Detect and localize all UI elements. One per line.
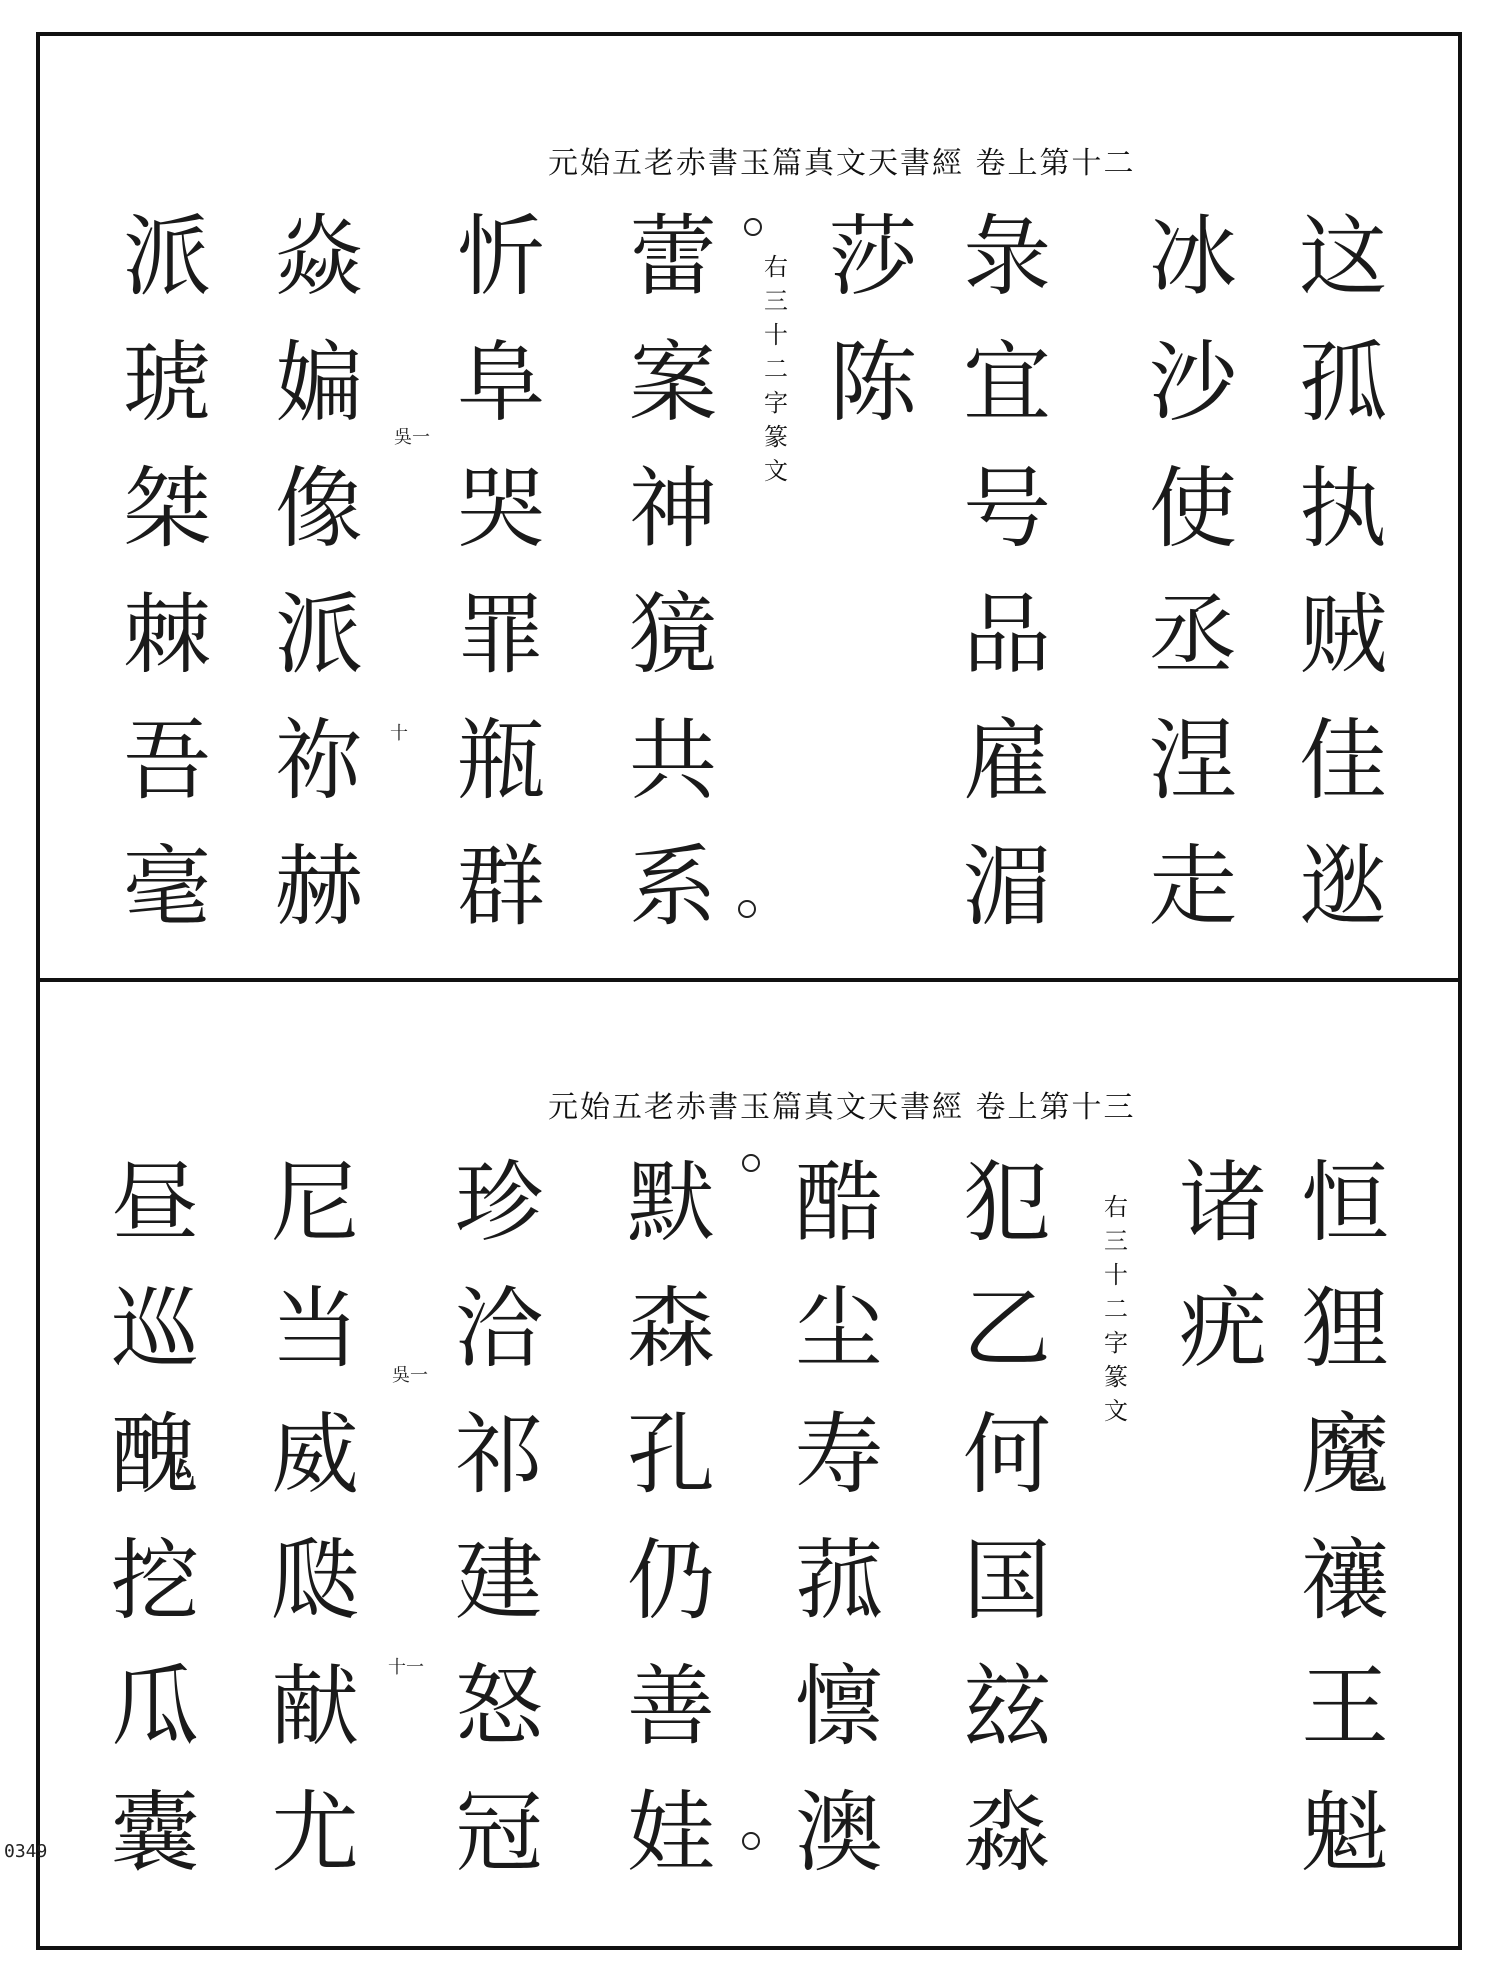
- seal-glyph: 菰: [794, 1529, 883, 1632]
- page-frame: [36, 32, 1462, 1950]
- seal-glyph: 森: [626, 1277, 715, 1380]
- upper-column-7: [264, 194, 374, 950]
- note-char: 右: [764, 253, 788, 281]
- seal-glyph: 群: [456, 835, 545, 938]
- seal-glyph: 瓜: [110, 1655, 199, 1758]
- upper-column-3: [952, 194, 1062, 950]
- lower-column-3: [952, 1140, 1062, 1896]
- seal-glyph: 派: [122, 205, 211, 308]
- seal-glyph: 逖: [1298, 835, 1387, 938]
- seal-glyph: 娃: [626, 1781, 715, 1884]
- seal-glyph: 建: [454, 1529, 543, 1632]
- seal-glyph: 祁: [454, 1403, 543, 1506]
- seal-glyph: 尤: [270, 1781, 359, 1884]
- seal-glyph: 囊: [110, 1781, 199, 1884]
- seal-glyph: 何: [962, 1403, 1051, 1506]
- seal-glyph: 棘: [122, 583, 211, 686]
- seal-glyph: 陈: [828, 331, 917, 434]
- seal-glyph: 派: [274, 583, 363, 686]
- seal-glyph: 酷: [794, 1151, 883, 1254]
- seal-glyph: 醜: [110, 1403, 199, 1506]
- upper-column-2: [1138, 194, 1248, 950]
- seal-glyph: 沙: [1148, 331, 1237, 434]
- seal-glyph: 蕾: [628, 205, 717, 308]
- lower-column-4: [784, 1140, 894, 1896]
- seal-glyph: 瓶: [456, 709, 545, 812]
- seal-glyph: 神: [628, 457, 717, 560]
- seal-glyph: 孔: [626, 1403, 715, 1506]
- side-mark: 吳一: [392, 1365, 428, 1386]
- seal-glyph: 澳: [794, 1781, 883, 1884]
- page-number-text: 0349: [4, 1841, 48, 1862]
- seal-glyph: 孤: [1298, 331, 1387, 434]
- seal-glyph: 这: [1298, 205, 1387, 308]
- seal-glyph: 禳: [1300, 1529, 1389, 1632]
- seal-glyph: 冠: [454, 1781, 543, 1884]
- seal-glyph: 走: [1148, 835, 1237, 938]
- seal-glyph: 罪: [456, 583, 545, 686]
- seal-glyph: 毫: [122, 835, 211, 938]
- seal-glyph: 国: [962, 1529, 1051, 1632]
- upper-column-1: [1288, 194, 1398, 950]
- seal-glyph: 寿: [794, 1403, 883, 1506]
- seal-glyph: 懔: [794, 1655, 883, 1758]
- seal-glyph: 恒: [1300, 1151, 1389, 1254]
- seal-glyph: 仍: [626, 1529, 715, 1632]
- lower-column-5: [616, 1140, 726, 1896]
- note-char: 文: [764, 457, 788, 485]
- seal-glyph: 共: [628, 709, 717, 812]
- note-char: 十: [764, 321, 788, 349]
- note-char: 三: [1104, 1227, 1128, 1255]
- seal-glyph: 赫: [274, 835, 363, 938]
- upper-note: [758, 250, 794, 488]
- seal-glyph: 善: [626, 1655, 715, 1758]
- seal-glyph: 威: [270, 1403, 359, 1506]
- page-number: [4, 1840, 48, 1864]
- seal-glyph: 品: [962, 583, 1051, 686]
- lower-column-1: [1290, 1140, 1400, 1896]
- seal-glyph: 怒: [454, 1655, 543, 1758]
- seal-glyph: 雇: [962, 709, 1051, 812]
- seal-glyph: 吾: [122, 709, 211, 812]
- seal-glyph: 珍: [454, 1151, 543, 1254]
- seal-glyph: 尼: [270, 1151, 359, 1254]
- seal-glyph: 挖: [110, 1529, 199, 1632]
- note-char: 三: [764, 287, 788, 315]
- seal-glyph: 巡: [110, 1277, 199, 1380]
- seal-glyph: 湄: [962, 835, 1051, 938]
- seal-glyph: 魔: [1300, 1403, 1389, 1506]
- note-char: 文: [1104, 1397, 1128, 1425]
- seal-glyph: 案: [628, 331, 717, 434]
- lower-column-7: [260, 1140, 370, 1896]
- seal-glyph: 冰: [1148, 205, 1237, 308]
- lower-note: [1098, 1190, 1134, 1428]
- seal-glyph: 狸: [1300, 1277, 1389, 1380]
- seal-glyph: 焱: [274, 205, 363, 308]
- seal-glyph: 瓞: [270, 1529, 359, 1632]
- side-mark: 十一: [388, 1657, 424, 1678]
- seal-glyph: 系: [628, 835, 717, 938]
- seal-glyph: 像: [274, 457, 363, 560]
- seal-glyph: 尘: [794, 1277, 883, 1380]
- seal-glyph: 阜: [456, 331, 545, 434]
- seal-glyph: 贼: [1298, 583, 1387, 686]
- page-divider: [36, 978, 1462, 982]
- seal-glyph: 佳: [1298, 709, 1387, 812]
- seal-glyph: 琥: [122, 331, 211, 434]
- upper-column-6: [446, 194, 556, 950]
- punctuation-circle-icon: [742, 1832, 760, 1850]
- upper-column-4: [818, 194, 928, 446]
- seal-glyph: 哭: [456, 457, 545, 560]
- note-char: 字: [764, 389, 788, 417]
- punctuation-circle-icon: [742, 1154, 760, 1172]
- seal-glyph: 号: [962, 457, 1051, 560]
- note-char: 二: [1104, 1295, 1128, 1323]
- seal-glyph: 淼: [962, 1781, 1051, 1884]
- upper-page-header: 元始五老赤書玉篇真文天書經 卷上第十二: [548, 146, 1136, 181]
- note-char: 字: [1104, 1329, 1128, 1357]
- seal-glyph: 媥: [274, 331, 363, 434]
- note-char: 篆: [764, 423, 788, 451]
- seal-glyph: 桀: [122, 457, 211, 560]
- punctuation-circle-icon: [744, 218, 762, 236]
- seal-glyph: 默: [626, 1151, 715, 1254]
- upper-column-8: [112, 194, 222, 950]
- seal-glyph: 魁: [1300, 1781, 1389, 1884]
- lower-column-2: [1168, 1140, 1278, 1392]
- seal-glyph: 王: [1300, 1655, 1389, 1758]
- seal-glyph: 涅: [1148, 709, 1237, 812]
- seal-glyph: 诸: [1178, 1151, 1267, 1254]
- punctuation-circle-icon: [738, 900, 756, 918]
- seal-glyph: 彔: [962, 205, 1051, 308]
- seal-glyph: 昼: [110, 1151, 199, 1254]
- upper-column-5: [618, 194, 728, 950]
- seal-glyph: 莎: [828, 205, 917, 308]
- lower-page-header: 元始五老赤書玉篇真文天書經 卷上第十三: [548, 1090, 1136, 1125]
- seal-glyph: 玆: [962, 1655, 1051, 1758]
- seal-glyph: 祢: [274, 709, 363, 812]
- seal-glyph: 献: [270, 1655, 359, 1758]
- seal-glyph: 乙: [962, 1277, 1051, 1380]
- seal-glyph: 宜: [962, 331, 1051, 434]
- side-mark: 吳一: [394, 427, 430, 448]
- note-char: 二: [764, 355, 788, 383]
- lower-column-8: [100, 1140, 210, 1896]
- seal-glyph: 忻: [456, 205, 545, 308]
- side-mark: 十: [390, 723, 408, 744]
- seal-glyph: 丞: [1148, 583, 1237, 686]
- seal-glyph: 犯: [962, 1151, 1051, 1254]
- note-char: 篆: [1104, 1363, 1128, 1391]
- seal-glyph: 獍: [628, 583, 717, 686]
- seal-glyph: 使: [1148, 457, 1237, 560]
- lower-column-6: [444, 1140, 554, 1896]
- seal-glyph: 疣: [1178, 1277, 1267, 1380]
- note-char: 右: [1104, 1193, 1128, 1221]
- seal-glyph: 执: [1298, 457, 1387, 560]
- note-char: 十: [1104, 1261, 1128, 1289]
- seal-glyph: 当: [270, 1277, 359, 1380]
- seal-glyph: 洽: [454, 1277, 543, 1380]
